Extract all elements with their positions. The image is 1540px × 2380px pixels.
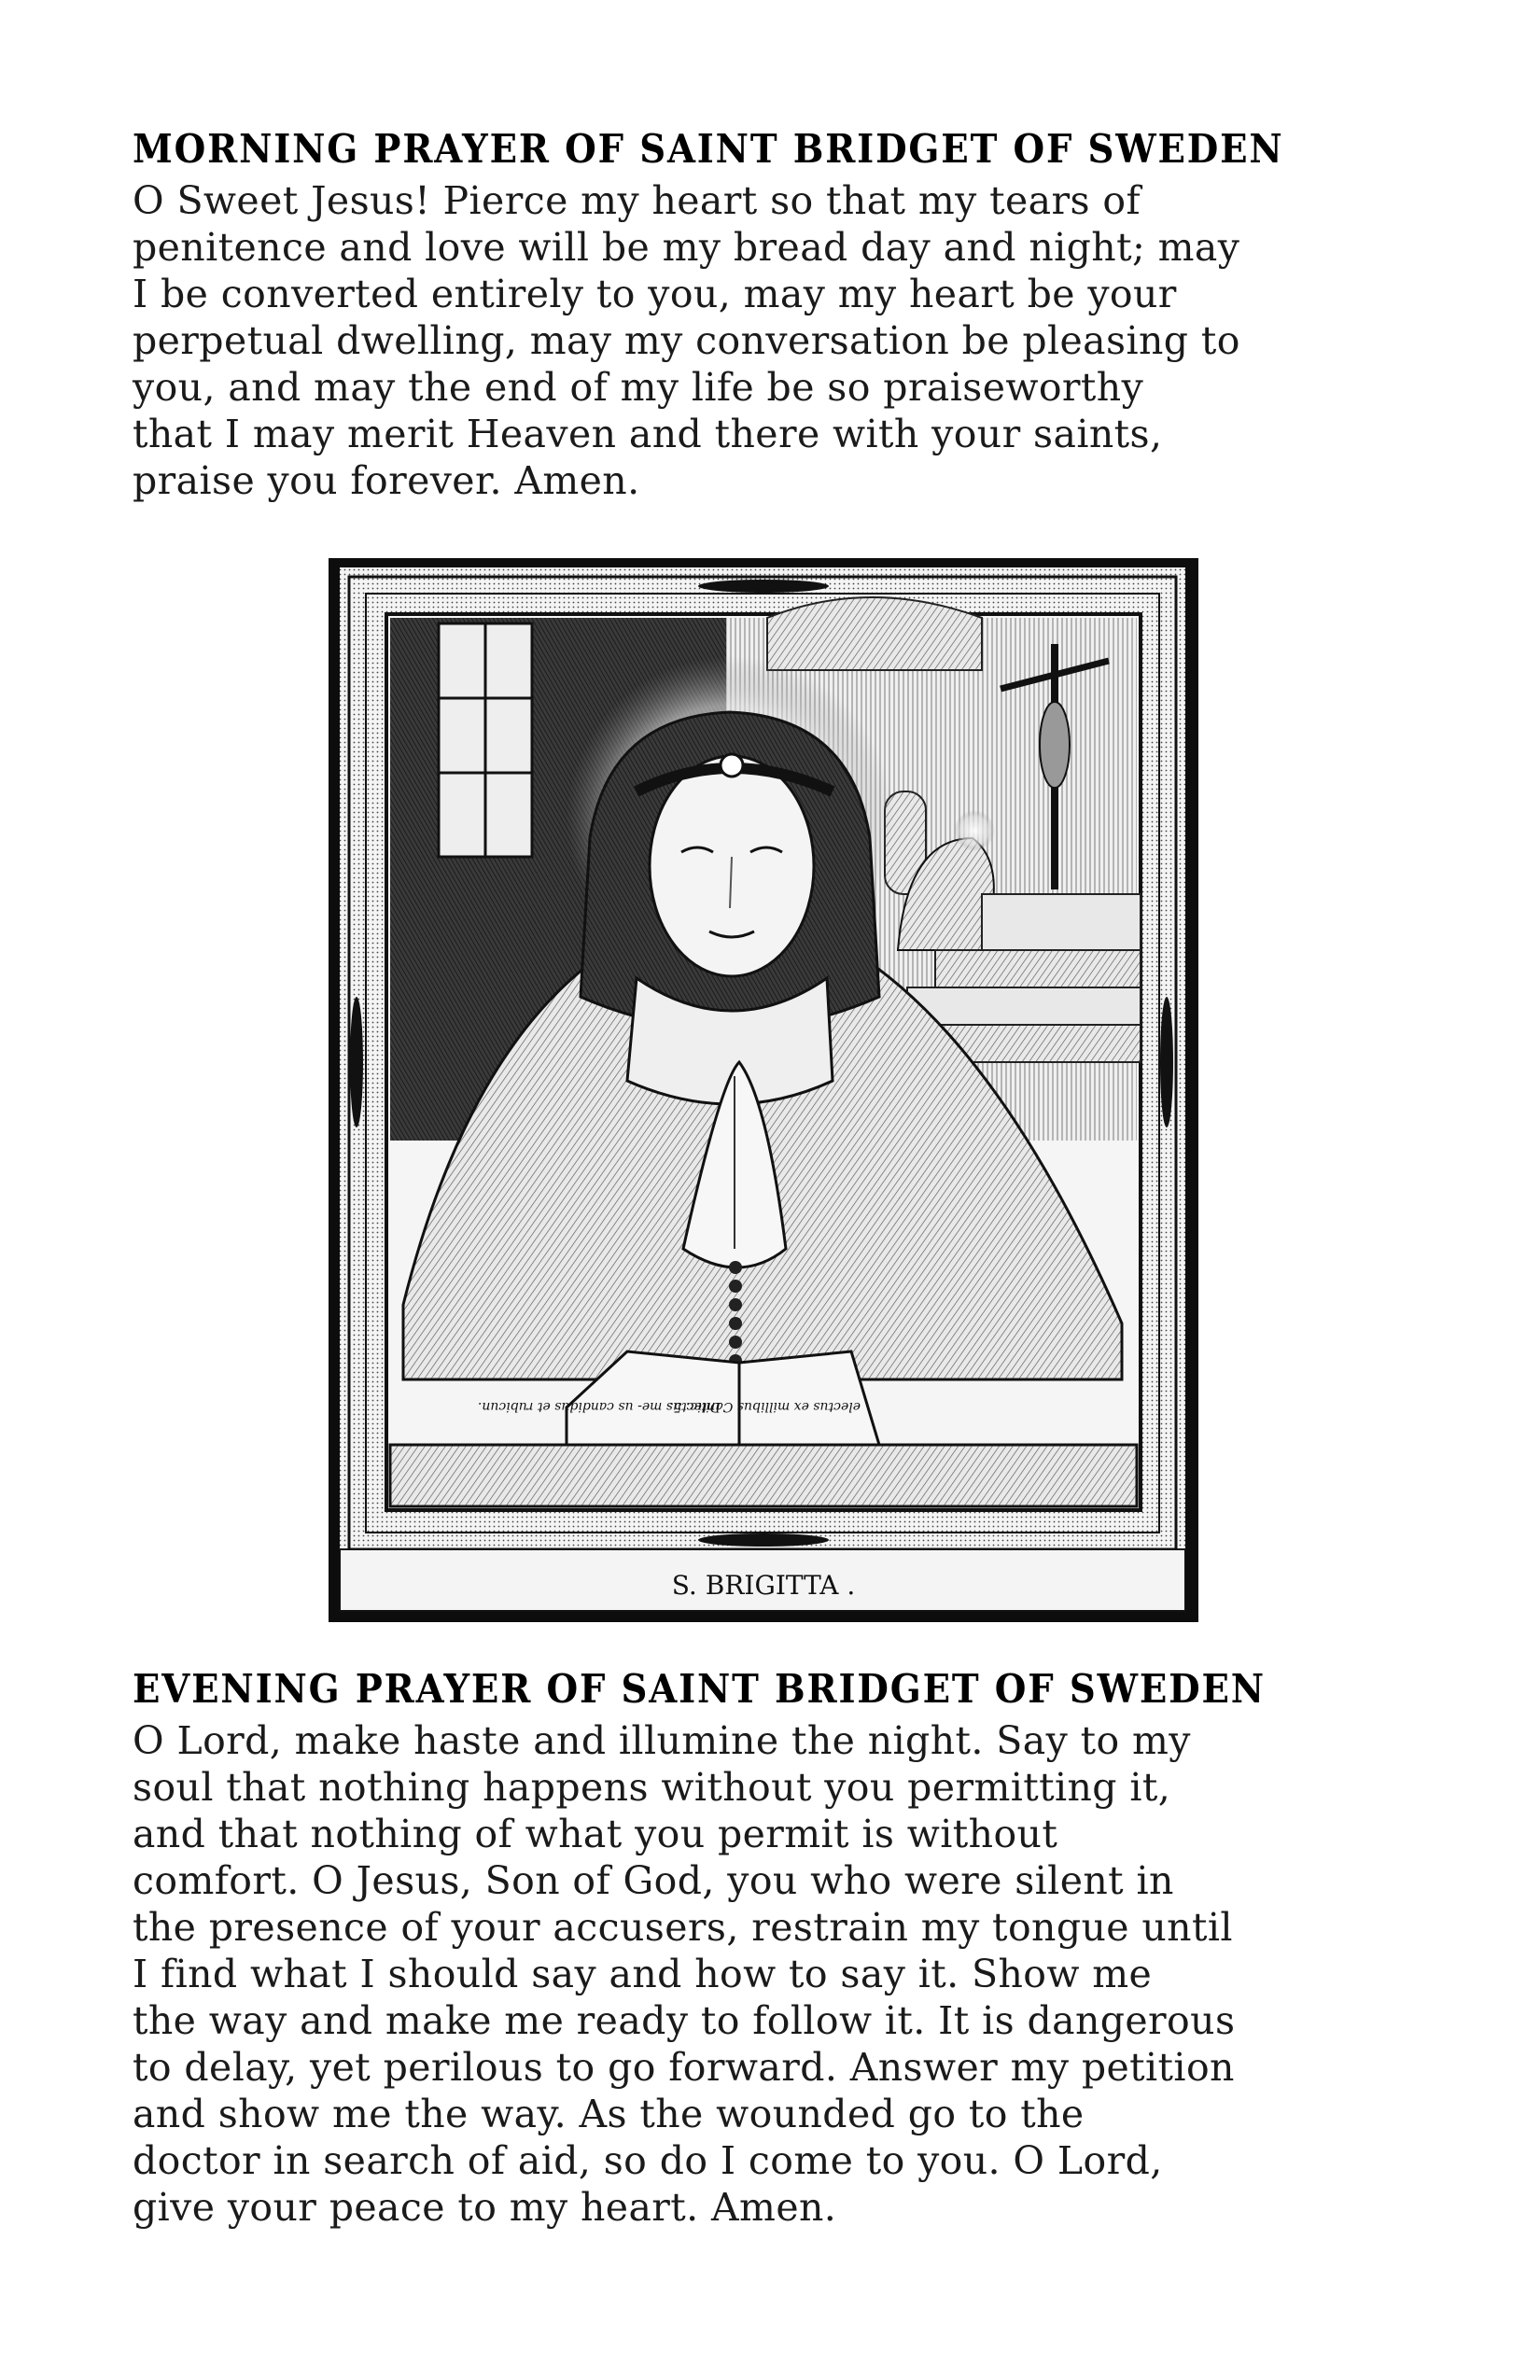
- engraving-caption: S. BRIGITTA .: [671, 1570, 856, 1601]
- evening-line: soul that nothing happens without you permitting it,: [133, 1765, 1171, 1810]
- morning-line: penitence and love will be my bread day and night; may: [133, 225, 1240, 270]
- evening-line: I find what I should say and how to say it. Show me: [133, 1952, 1153, 1996]
- evening-line: the presence of your accusers, restrain my tongue until: [133, 1905, 1233, 1950]
- morning-line: perpetual dwelling, may my conversation be pleasing to: [133, 318, 1240, 363]
- morning-line: O Sweet Jesus! Pierce my heart so that my tears of: [133, 178, 1141, 223]
- morning-line: praise you forever. Amen.: [133, 458, 640, 503]
- evening-line: and that nothing of what you permit is without: [133, 1812, 1058, 1856]
- evening-line: give your peace to my heart. Amen.: [133, 2185, 837, 2230]
- evening-prayer-text: [133, 1717, 1421, 2231]
- morning-line: you, and may the end of my life be so praiseworthy: [133, 365, 1144, 410]
- morning-prayer-text: [133, 177, 1421, 504]
- evening-prayer-title: EVENING PRAYER OF SAINT BRIDGET OF SWEDEN: [133, 1666, 1266, 1712]
- book-right-text: electus ex millibus Cantic. 5.: [669, 1399, 861, 1414]
- book-left-text: Dilectus me- us candidus et rubicun.: [477, 1399, 721, 1414]
- morning-prayer-title: MORNING PRAYER OF SAINT BRIDGET OF SWEDEN: [133, 126, 1284, 172]
- evening-line: to delay, yet perilous to go forward. Answer my petition: [133, 2045, 1235, 2090]
- evening-line: comfort. O Jesus, Son of God, you who were silent in: [133, 1858, 1174, 1903]
- morning-line: that I may merit Heaven and there with your saints,: [133, 412, 1163, 456]
- morning-line: I be converted entirely to you, may my heart be your: [133, 272, 1177, 316]
- evening-line: and show me the way. As the wounded go to the: [133, 2092, 1085, 2136]
- saint-bridget-engraving: [329, 558, 1198, 1622]
- evening-line: O Lord, make haste and illumine the night. Say to my: [133, 1718, 1191, 1763]
- evening-line: the way and make me ready to follow it. It is dangerous: [133, 1998, 1236, 2043]
- engraving-artwork: [329, 558, 1198, 1622]
- evening-line: doctor in search of aid, so do I come to you. O Lord,: [133, 2138, 1163, 2183]
